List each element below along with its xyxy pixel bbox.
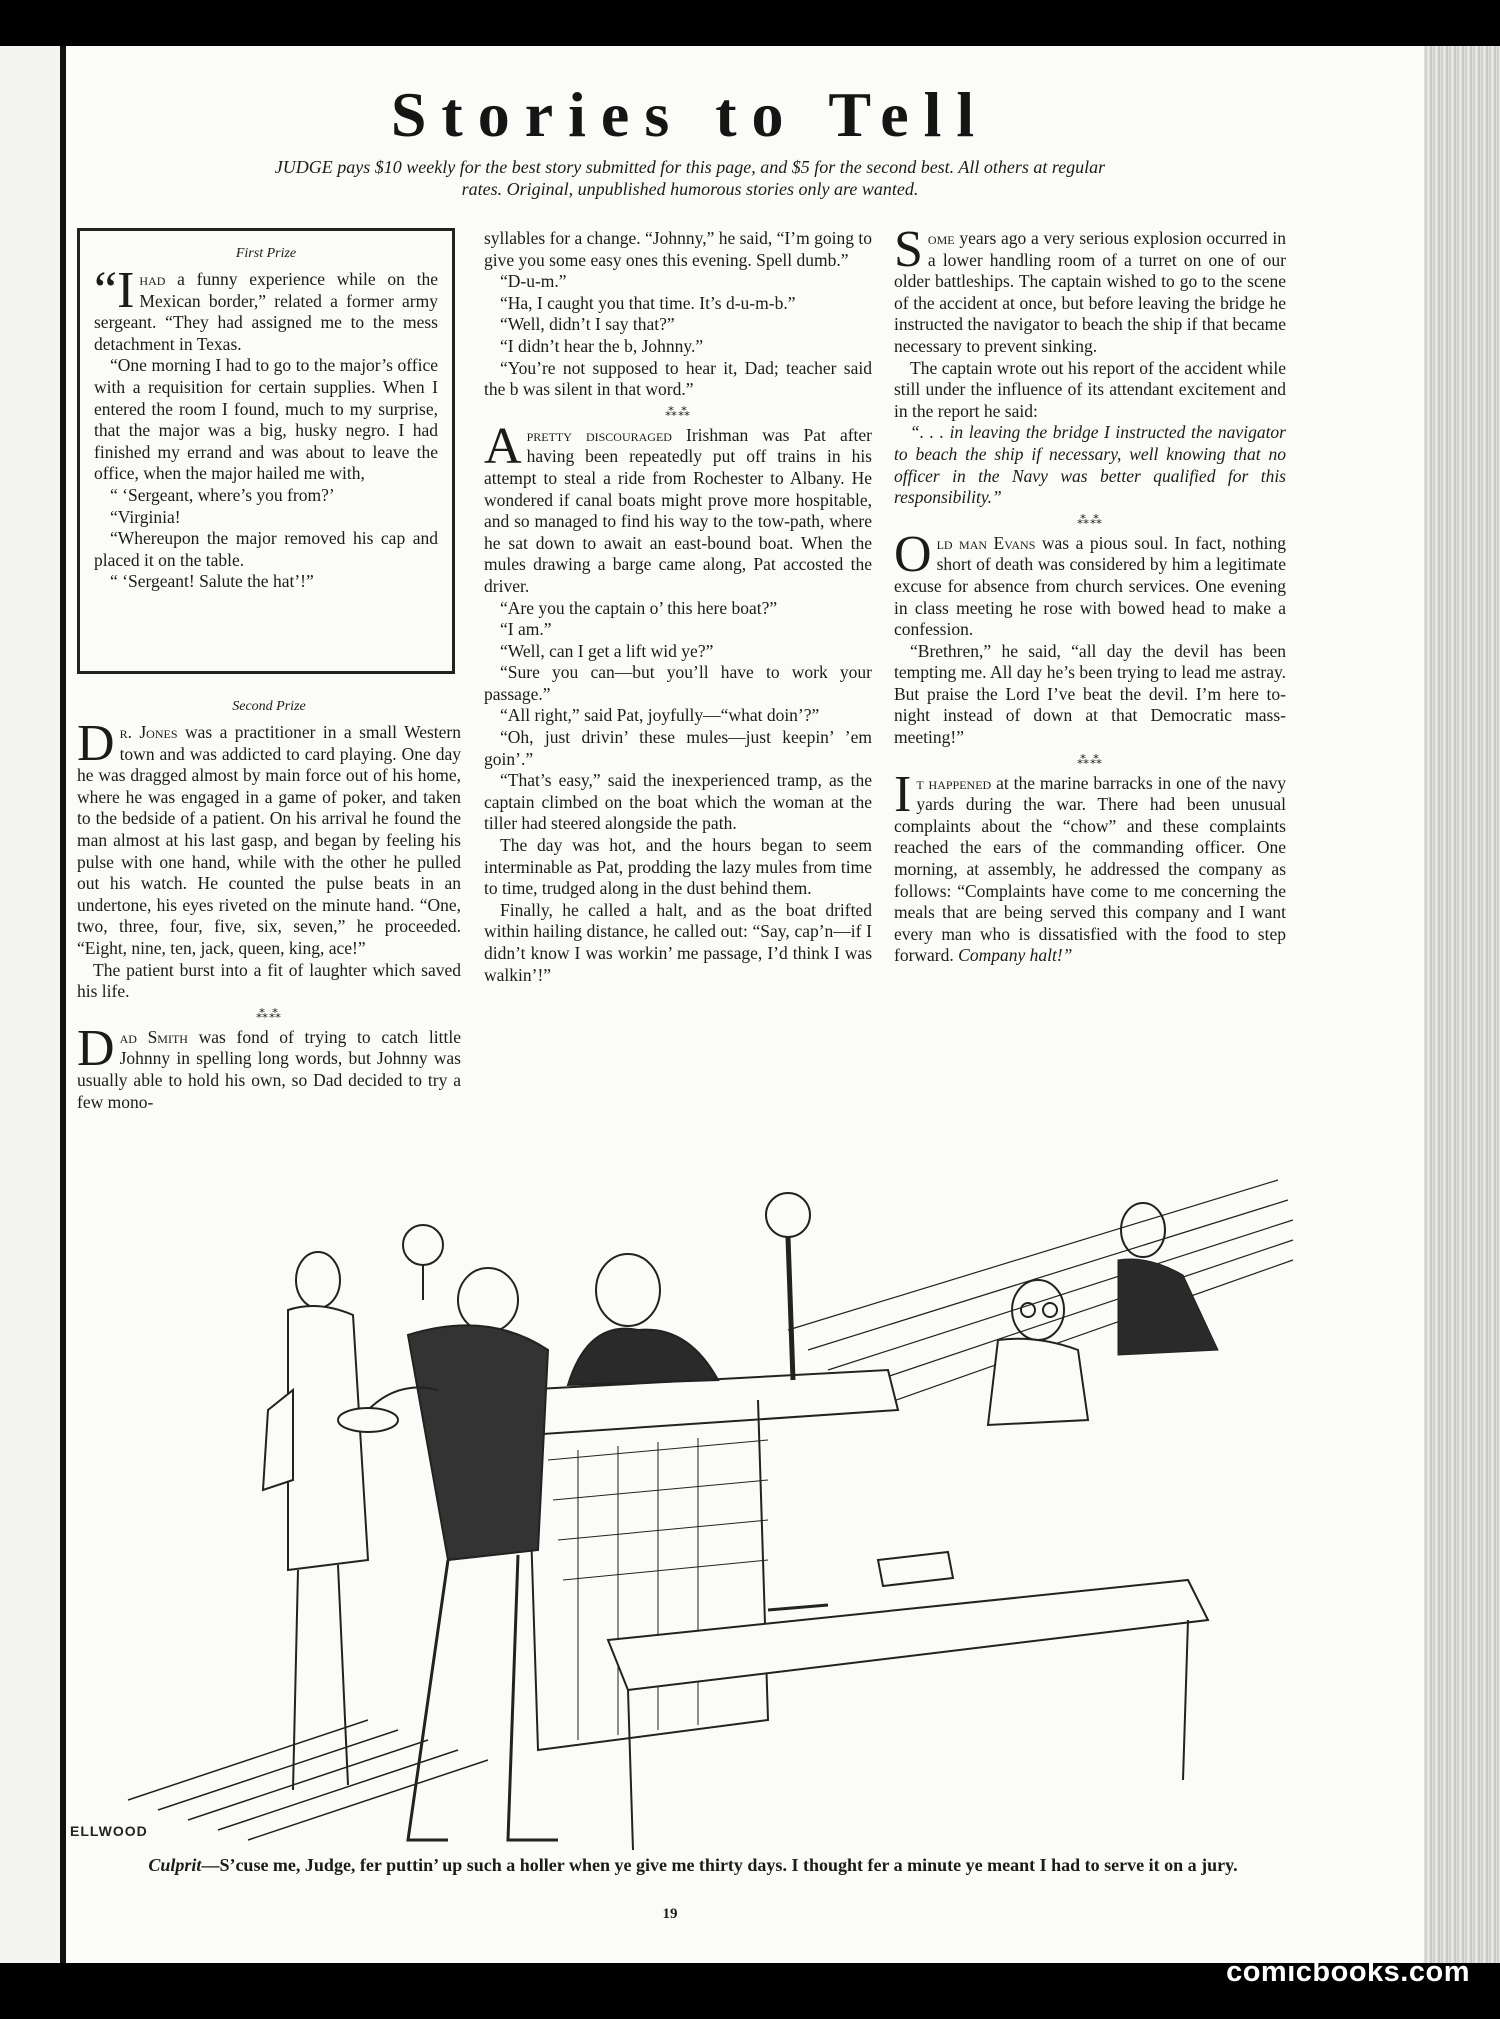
dad-smith-text: was fond of trying to catch little Johnny in spelling long words, but Johnny was usually able to hold his own, so Dad decided to try a few mono- xyxy=(77,1026,461,1112)
barracks-paragraph xyxy=(894,765,1286,967)
irishman-paragraph: “All right,” said Pat, joyfully—“what doin’?” xyxy=(500,705,820,726)
irishman-paragraph: Finally, he called a halt, and as the boat drifted within hailing distance, he called out: “Say, cap’n—if I didn’t know I was workin’ me passage, I’d think I was walkin’!” xyxy=(484,899,872,985)
stacked-page-edges xyxy=(1424,46,1500,1963)
second-prize-dropcap: D xyxy=(77,715,115,772)
dad-smith-continued: “I didn’t hear the b, Johnny.” xyxy=(500,335,704,356)
story-separator: ⁂⁂ xyxy=(665,404,691,419)
irishman-paragraph xyxy=(484,417,872,598)
facing-page-edge xyxy=(0,46,60,1963)
page-number: 19 xyxy=(662,1906,678,1922)
evans-text: was a pious soul. In fact, nothing short of death was considered by him a legitimate excuse for absence from church services. One evening in class meeting he rose with bowed head to make a confession. xyxy=(894,532,1286,640)
irishman-lead: pretty discouraged xyxy=(526,424,672,445)
explosion-paragraph xyxy=(894,221,1286,358)
irishman-dropcap: A xyxy=(484,417,522,475)
second-prize-lead: r. Jones xyxy=(119,722,178,742)
barracks-text: at the marine barracks in one of the navy yards during the war. There had been unusual complaints about the “chow” and these complaints reached the ears of the commanding officer. One morning, at assembly, he addressed the company as follows: “Complaints have come to me concerning the meals that are being served this company and I want every man who is dissatisfied with the food to step forward. xyxy=(894,772,1286,966)
dad-smith-continued: “D-u-m.” xyxy=(500,271,567,292)
dad-smith-continued: syllables for a change. “Johnny,” he said, “I’m going to give you some easy ones this evening. Spell dumb.” xyxy=(484,228,872,270)
first-prize-paragraph: “Whereupon the major removed his cap and placed it on the table. xyxy=(94,528,438,570)
explosion-dropcap: S xyxy=(894,221,923,278)
cartoon-caption xyxy=(68,1854,1318,1876)
dad-smith-continued: “You’re not supposed to hear it, Dad; teacher said the b was silent in that word.” xyxy=(484,357,872,400)
first-prize-box xyxy=(77,228,455,674)
barracks-dropcap: I xyxy=(894,765,912,823)
irishman-paragraph: The day was hot, and the hours began to seem interminable as Pat, prodding the lazy mules from time to time, trudged along in the dust behind them. xyxy=(484,835,872,899)
story-separator: ⁂⁂ xyxy=(256,1006,282,1021)
caption-text: —S’cuse me, Judge, fer puttin’ up such a holler when ye give me thirty days. I thought fer a minute ye meant I had to serve it on a jury. xyxy=(201,1855,1238,1875)
artist-signature: ELLWOOD xyxy=(70,1823,148,1839)
top-black-band xyxy=(0,0,1500,46)
column-1 xyxy=(77,698,461,1113)
evans-dropcap: O xyxy=(894,525,932,583)
column-2 xyxy=(484,228,872,986)
evans-paragraph: “Brethren,” he said, “all day the devil has been tempting me. All day he’s been trying to lead me astray. But praise the Lord I’ve beat the devil. I’m here to-night instead of down at that Democratic mass-meeting!” xyxy=(894,640,1286,748)
second-prize-label: Second Prize xyxy=(232,699,306,714)
second-prize-paragraph: The patient burst into a fit of laughter which saved his life. xyxy=(77,959,461,1002)
first-prize-paragraph: “One morning I had to go to the major’s office with a requisition for certain supplies. When I entered the room I found, much to my surprise, that the major was a big, husky negro. I had finished my errand and was about to leave the office, when the major hailed me with, xyxy=(94,355,438,484)
first-prize-lead: had xyxy=(139,269,166,289)
irishman-paragraph: “Are you the captain o’ this here boat?” xyxy=(500,597,778,618)
second-prize-text: was a practitioner in a small Western town and was addicted to card playing. One day he was dragged almost by main force out of his home, where he was engaged in a game of poker, and taken to the bedside of a patient. On his arrival he found the man almost at his last gasp, and began by feeling his pulse with one hand, while with the other he pulled out his watch. He counted the pulse beats in an undertone, his eyes riveted on the minute hand. “One, two, three, four, five, six, seven,” he proceeded. “Eight, nine, ten, jack, queen, king, ace!” xyxy=(77,722,461,958)
first-prize-paragraph: “ ‘Sergeant! Salute the hat’!” xyxy=(110,571,314,592)
dad-smith-continued: “Ha, I caught you that time. It’s d-u-m-b.” xyxy=(500,292,796,313)
barracks-ending: Company halt!” xyxy=(953,945,1073,966)
site-watermark: comicbooks.com xyxy=(1226,1956,1470,1988)
explosion-lead: ome xyxy=(927,228,955,248)
first-prize-paragraph: “Virginia! xyxy=(110,506,181,527)
first-prize-label: First Prize xyxy=(235,246,297,261)
second-prize-paragraph xyxy=(77,715,461,960)
dad-smith-lead: ad Smith xyxy=(119,1026,188,1047)
explosion-quote: “. . . in leaving the bridge I instructed the navigator to beach the ship if necessary, well knowing that no officer in the Navy was better qualified for this responsibility.” xyxy=(894,422,1286,508)
column-3 xyxy=(894,221,1286,967)
caption-speaker: Culprit xyxy=(148,1855,202,1875)
irishman-paragraph: “Sure you can—but you’ll have to work your passage.” xyxy=(484,662,872,704)
irishman-text: Irishman was Pat after having been repeatedly put off trains in his attempt to steal a ride from Rochester to Albany. He wondered if canal boats might prove more hospitable, and so managed to find his way to the tow-path, where he sat down to await an east-bound boat. When the mules drawing a barge came along, Pat accosted the driver. xyxy=(484,424,872,596)
dad-smith-paragraph xyxy=(77,1019,461,1113)
evans-lead: ld man Evans xyxy=(936,532,1036,553)
page-subtitle: JUDGE pays $10 weekly for the best story submitted for this page, and $5 for the second best. All others at regular rates. Original, unpublished humorous stories only are wanted. xyxy=(274,157,1106,199)
first-prize-text: a funny experience while on the Mexican border,” related a former army sergeant. “They had assigned me to the mess detachment in Texas. xyxy=(94,269,438,354)
first-prize-dropcap: “I xyxy=(94,262,135,319)
first-prize-paragraph: “ ‘Sergeant, where’s you from?’ xyxy=(110,484,335,505)
irishman-paragraph: “Oh, just drivin’ these mules—just keepin’ ’em goin’.” xyxy=(484,727,872,769)
irishman-paragraph: “I am.” xyxy=(500,619,552,640)
dad-smith-continued: “Well, didn’t I say that?” xyxy=(500,314,675,335)
courtroom-illustration xyxy=(68,1160,1318,1850)
evans-paragraph xyxy=(894,525,1286,641)
irishman-paragraph: “That’s easy,” said the inexperienced tramp, as the captain climbed on the boat which the woman at the tiller had steered alongside the path. xyxy=(484,770,872,834)
first-prize-paragraph xyxy=(94,262,438,355)
irishman-paragraph: “Well, can I get a lift wid ye?” xyxy=(500,640,714,661)
explosion-paragraph: The captain wrote out his report of the accident while still under the influence of its attendant excitement and in the report he said: xyxy=(894,357,1286,421)
barracks-lead: t happened xyxy=(916,772,992,793)
page-title: Stories to Tell xyxy=(390,79,990,150)
story-separator: ⁂⁂ xyxy=(1077,512,1103,527)
explosion-text: years ago a very serious explosion occurred in a lower handling room of a turret on one of our older battleships. The captain wished to go to the scene of the accident at once, but before leaving the bridge he instructed the navigator to beach the ship if that became necessary to prevent sinking. xyxy=(894,228,1286,356)
story-separator: ⁂⁂ xyxy=(1077,752,1103,767)
dad-smith-dropcap: D xyxy=(77,1019,115,1077)
